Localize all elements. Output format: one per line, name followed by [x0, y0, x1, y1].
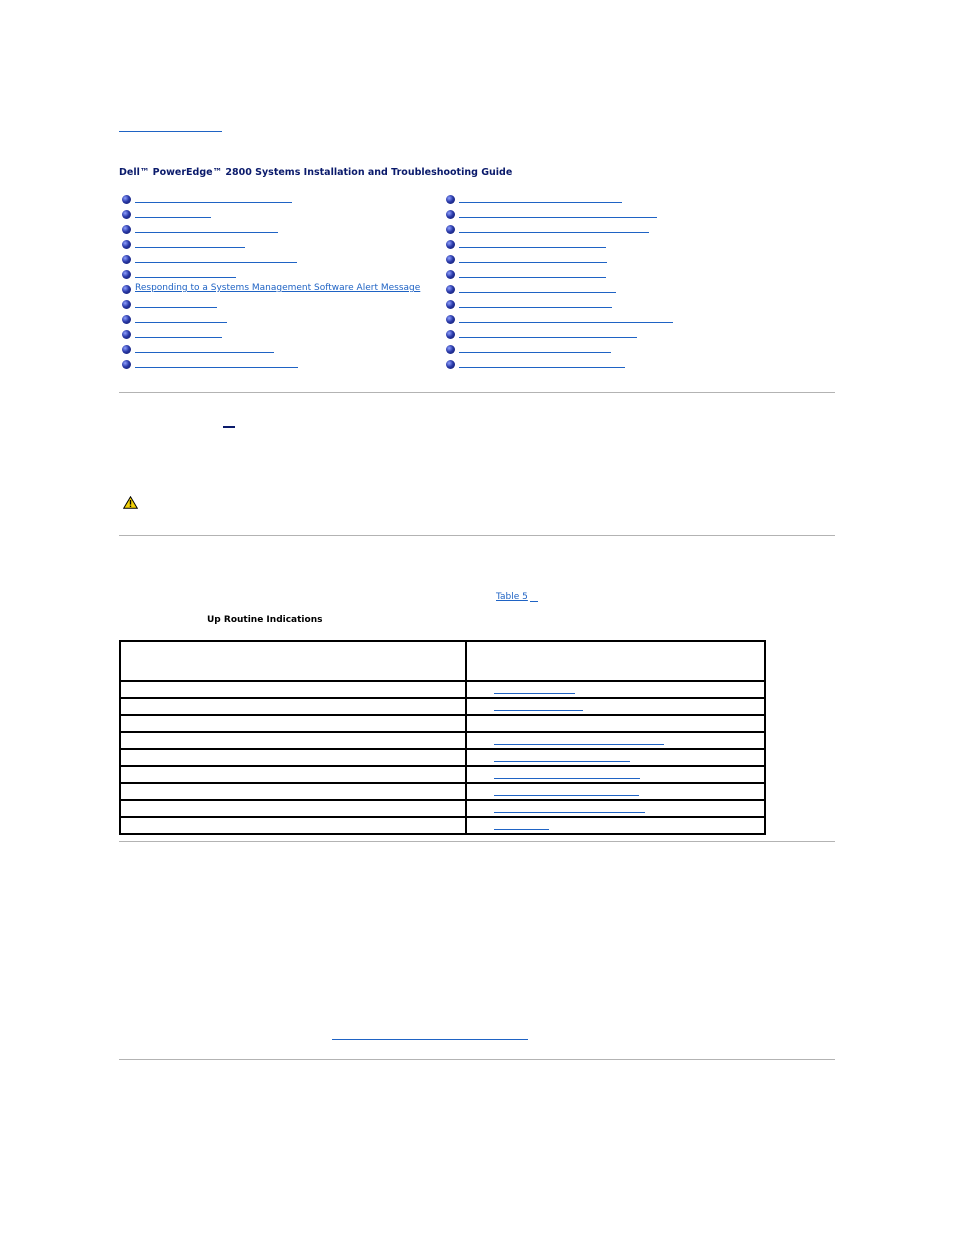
bullet-icon	[446, 270, 455, 279]
table-cell	[120, 749, 466, 766]
bullet-icon	[122, 300, 131, 309]
toc-link-underline[interactable]	[135, 337, 222, 338]
bullet-icon	[446, 195, 455, 204]
table-cell	[120, 783, 466, 800]
bullet-icon	[446, 240, 455, 249]
toc-link-underline[interactable]	[135, 217, 211, 218]
table-header-row	[120, 641, 765, 681]
table-cell-link[interactable]	[494, 693, 575, 694]
section-divider	[119, 392, 835, 393]
caution-triangle-icon	[123, 496, 138, 509]
table-cell-link[interactable]	[494, 761, 630, 762]
toc-link-alert-message[interactable]: Responding to a Systems Management Software Alert Message	[135, 283, 421, 293]
toc-link-underline[interactable]	[459, 277, 606, 278]
toc-link-underline[interactable]	[459, 232, 649, 233]
bullet-icon	[446, 345, 455, 354]
toc-link-underline[interactable]	[135, 322, 227, 323]
page-title: Dell™ PowerEdge™ 2800 Systems Installation and Troubleshooting Guide	[119, 167, 513, 178]
toc-link-underline[interactable]	[135, 202, 191, 203]
table-caption: Up Routine Indications	[207, 615, 323, 625]
toc-link-underline[interactable]	[135, 352, 274, 353]
bullet-icon	[122, 225, 131, 234]
bullet-icon	[122, 195, 131, 204]
table-cell	[466, 783, 765, 800]
toc-link-underline[interactable]	[190, 202, 292, 203]
table-row	[120, 766, 765, 783]
toc-link-underline[interactable]	[135, 367, 298, 368]
table-cell	[466, 732, 765, 749]
table-header-cell	[120, 641, 466, 681]
table-header-cell	[466, 641, 765, 681]
toc-link-underline[interactable]	[135, 307, 217, 308]
table-cell	[466, 698, 765, 715]
table-cell	[466, 749, 765, 766]
toc-link-underline[interactable]	[459, 202, 622, 203]
heading-underscore	[223, 426, 235, 428]
table-cell	[466, 681, 765, 698]
toc-link-underline[interactable]	[459, 262, 607, 263]
table-reference-link[interactable]: Table 5	[496, 592, 528, 602]
bullet-icon	[446, 285, 455, 294]
table-row	[120, 800, 765, 817]
bullet-icon	[122, 210, 131, 219]
bullet-icon	[122, 240, 131, 249]
bottom-link[interactable]	[332, 1039, 528, 1040]
table-cell-link[interactable]	[494, 744, 664, 745]
section-divider	[119, 841, 835, 842]
toc-link-underline[interactable]	[135, 262, 297, 263]
table-row	[120, 817, 765, 834]
table-row	[120, 715, 765, 732]
back-to-contents-link[interactable]	[119, 131, 222, 132]
table-row	[120, 749, 765, 766]
toc-link-underline[interactable]	[459, 322, 673, 323]
post-indications-table	[119, 640, 766, 835]
table-cell	[466, 800, 765, 817]
table-reference-link-tail[interactable]	[530, 601, 538, 602]
table-cell	[120, 681, 466, 698]
bullet-icon	[122, 270, 131, 279]
bullet-icon	[122, 255, 131, 264]
toc-link-underline[interactable]	[459, 367, 625, 368]
toc-link-underline[interactable]	[135, 277, 236, 278]
bullet-icon	[446, 315, 455, 324]
toc-link-underline[interactable]	[459, 247, 606, 248]
section-divider	[119, 1059, 835, 1060]
table-cell-link[interactable]	[494, 829, 549, 830]
table-cell	[120, 732, 466, 749]
table-cell	[466, 817, 765, 834]
section-divider	[119, 535, 835, 536]
table-cell	[466, 766, 765, 783]
table-row	[120, 783, 765, 800]
table-cell	[120, 766, 466, 783]
bullet-icon	[446, 210, 455, 219]
toc-link-underline[interactable]	[135, 247, 245, 248]
table-cell-link[interactable]	[494, 795, 639, 796]
bullet-icon	[122, 360, 131, 369]
bullet-icon	[122, 330, 131, 339]
table-cell	[120, 715, 466, 732]
bullet-icon	[446, 255, 455, 264]
toc-link-underline[interactable]	[459, 292, 616, 293]
table-cell-link[interactable]	[494, 778, 640, 779]
table-row	[120, 698, 765, 715]
toc-link-underline[interactable]	[135, 232, 278, 233]
toc-link-underline[interactable]	[459, 217, 657, 218]
bullet-icon	[122, 315, 131, 324]
table-cell	[120, 698, 466, 715]
table-cell	[466, 715, 765, 732]
table-cell-link[interactable]	[494, 710, 583, 711]
toc-link-underline[interactable]	[459, 307, 612, 308]
bullet-icon	[446, 360, 455, 369]
table-row	[120, 681, 765, 698]
toc-link-underline[interactable]	[459, 352, 611, 353]
table-cell-link[interactable]	[494, 812, 645, 813]
table-row	[120, 732, 765, 749]
bullet-icon	[446, 225, 455, 234]
bullet-icon	[446, 330, 455, 339]
table-cell	[120, 817, 466, 834]
table-cell	[120, 800, 466, 817]
bullet-icon	[122, 285, 131, 294]
bullet-icon	[446, 300, 455, 309]
bullet-icon	[122, 345, 131, 354]
toc-link-underline[interactable]	[459, 337, 637, 338]
